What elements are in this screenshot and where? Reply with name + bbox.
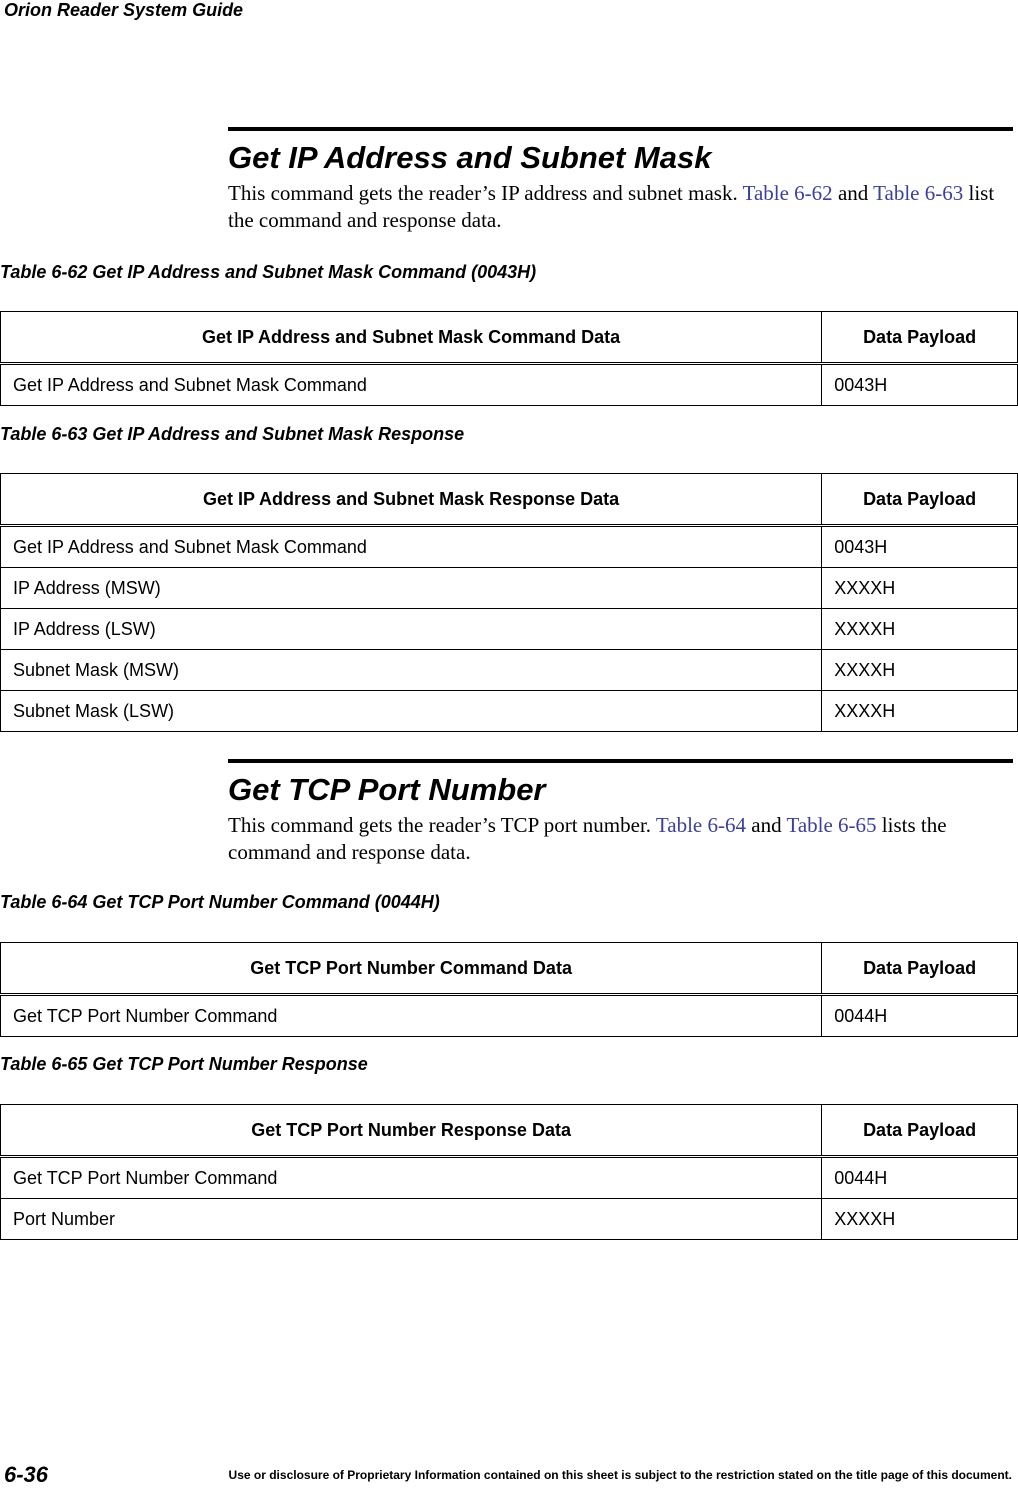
table-caption: Table 6-64 Get TCP Port Number Command (0044H) — [0, 892, 440, 912]
proprietary-notice: Use or disclosure of Proprietary Information contained on this sheet is subject to the restriction stated on the title page of this document. — [228, 1468, 1012, 1482]
table-header-row — [1, 474, 1018, 526]
section-body: This command gets the reader’s TCP port number. Table 6-64 and Table 6-65 lists the command and response data. — [228, 813, 947, 864]
table-header-cell: Data Payload — [822, 1105, 1018, 1157]
section-rule — [228, 127, 1013, 131]
xref-table-6-62[interactable]: Table 6-62 — [742, 181, 833, 205]
table-cell: XXXXH — [822, 650, 1018, 691]
table-caption: Table 6-62 Get IP Address and Subnet Mask Command (0043H) — [0, 262, 537, 282]
section-ip-address — [228, 140, 1013, 234]
table-cell: 0043H — [822, 526, 1018, 568]
section-title: Get IP Address and Subnet Mask — [228, 140, 712, 175]
xref-table-6-65[interactable]: Table 6-65 — [786, 813, 877, 837]
table-row — [1, 568, 1018, 609]
table-row — [1, 1157, 1018, 1199]
section-rule — [228, 759, 1013, 763]
table-row — [1, 995, 1018, 1037]
table-cell: XXXXH — [822, 1199, 1018, 1240]
table-cell: Get TCP Port Number Command — [1, 995, 822, 1037]
page-number: 6-36 — [4, 1462, 49, 1487]
table-header-cell: Data Payload — [822, 943, 1018, 995]
table-header-cell: Data Payload — [822, 474, 1018, 526]
table-cell: Subnet Mask (MSW) — [1, 650, 822, 691]
table-header-cell: Data Payload — [822, 312, 1018, 364]
table-cell: XXXXH — [822, 609, 1018, 650]
table-6-63 — [0, 473, 1018, 732]
table-cell: 0044H — [822, 1157, 1018, 1199]
table-cell: XXXXH — [822, 691, 1018, 732]
table-cell: 0044H — [822, 995, 1018, 1037]
table-header-cell: Get TCP Port Number Command Data — [1, 943, 822, 995]
table-header-row — [1, 312, 1018, 364]
table-caption: Table 6-65 Get TCP Port Number Response — [0, 1054, 368, 1074]
table-cell: Get TCP Port Number Command — [1, 1157, 822, 1199]
table-header-row — [1, 943, 1018, 995]
table-cell: Get IP Address and Subnet Mask Command — [1, 364, 822, 406]
table-row — [1, 691, 1018, 732]
table-6-64 — [0, 942, 1018, 1037]
section-title: Get TCP Port Number — [228, 772, 546, 807]
table-cell: 0043H — [822, 364, 1018, 406]
xref-table-6-63[interactable]: Table 6-63 — [873, 181, 964, 205]
xref-table-6-64[interactable]: Table 6-64 — [655, 813, 746, 837]
table-header-row — [1, 1105, 1018, 1157]
table-header-cell: Get TCP Port Number Response Data — [1, 1105, 822, 1157]
table-row — [1, 526, 1018, 568]
table-cell: Port Number — [1, 1199, 822, 1240]
section-tcp-port — [228, 772, 1013, 866]
table-caption: Table 6-63 Get IP Address and Subnet Mask Response — [0, 424, 465, 444]
table-header-cell: Get IP Address and Subnet Mask Response Data — [1, 474, 822, 526]
table-6-65 — [0, 1104, 1018, 1240]
running-header: Orion Reader System Guide — [4, 0, 244, 20]
table-row — [1, 609, 1018, 650]
table-cell: IP Address (MSW) — [1, 568, 822, 609]
table-row — [1, 1199, 1018, 1240]
table-row — [1, 364, 1018, 406]
table-cell: IP Address (LSW) — [1, 609, 822, 650]
table-cell: Subnet Mask (LSW) — [1, 691, 822, 732]
table-6-62 — [0, 311, 1018, 406]
table-row — [1, 650, 1018, 691]
table-cell: Get IP Address and Subnet Mask Command — [1, 526, 822, 568]
table-cell: XXXXH — [822, 568, 1018, 609]
table-header-cell: Get IP Address and Subnet Mask Command Data — [1, 312, 822, 364]
section-body: This command gets the reader’s IP address and subnet mask. Table 6-62 and Table 6-63 list the command and response data. — [228, 181, 995, 232]
